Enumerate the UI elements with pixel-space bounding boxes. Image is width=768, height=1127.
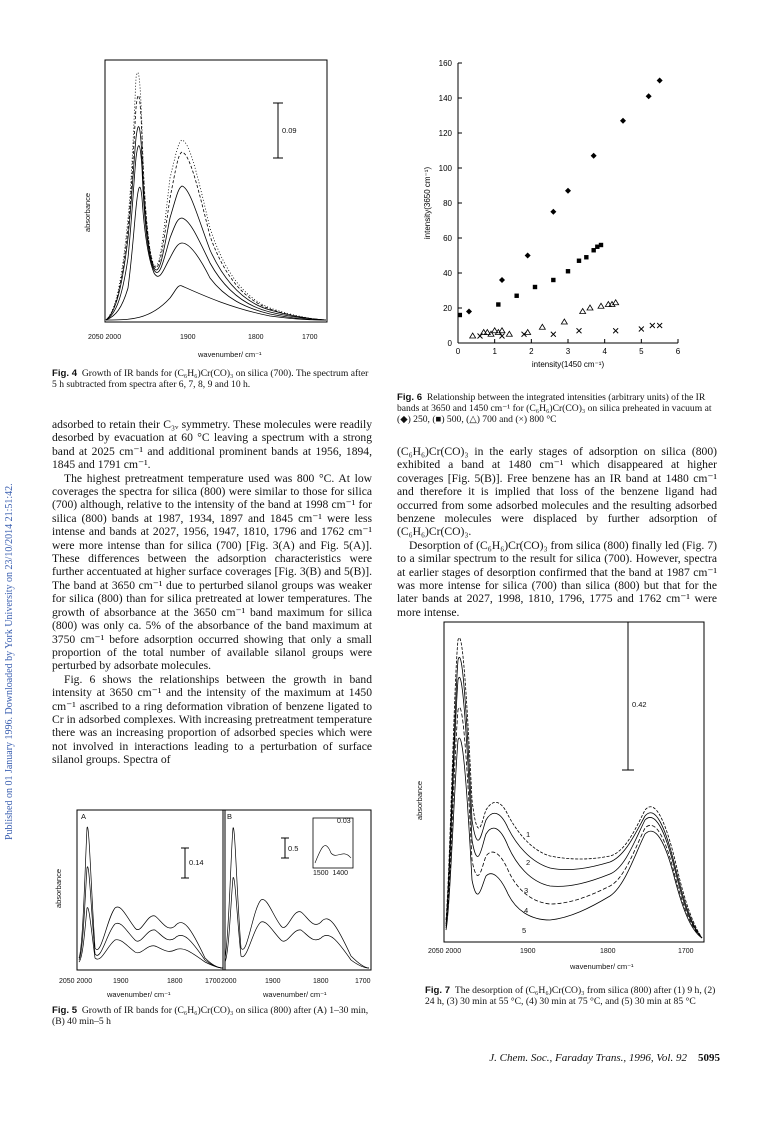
fig5-xtick-a-1: 2050 2000 (59, 978, 93, 985)
fig5-xtick-a-2: 1900 (113, 978, 129, 985)
fig7-curve-label-4: 4 (524, 906, 529, 915)
fig4-ylabel: absorbance (83, 192, 93, 233)
para-left-1: adsorbed to retain their C₃ᵥ symmetry. These molecules were readily desorbed by evacuation at 60 °C leaving a spectrum with a strong band at 2025 cm⁻¹ and additional prominent bands at 1956, 1894, 1845 and 1791 cm⁻¹. (52, 418, 372, 472)
footer-page: 5095 (698, 1052, 720, 1064)
fig7-curve-label-1: 1 (526, 830, 531, 839)
fig6-point-triangle (470, 333, 476, 338)
fig6-point-x (551, 332, 556, 337)
fig5-scale-b: 0.5 (288, 844, 299, 853)
para-left-2: The highest pretreatment temperature used was 800 °C. At low coverages the spectra for silica (800) were similar to those for silica (700) although, relative to the intensity of the band at 1998 cm⁻¹ for silica (800) bands at 1987, 1934, 1897 and 1845 cm⁻¹ were less intense and bands at 2027, 1956, 1947, 1810, 1796 and 1762 cm⁻¹ were more intense than for silica (700) [Fig. 3(A) and Fig. 5(A)]. These differences between the adsorption characteristics were further accentuated at higher surface coverages [Fig. 3(B) and 5(B)]. The band at 3650 cm⁻¹ due to perturbed silanol groups was weaker for silica (800) than for silica pretreated at lower temperatures. The growth of absorbance at the 3650 cm⁻¹ band maximum for silica (800) was only ca. 5% of the absorbance of the band maximum at 3750 cm⁻¹ before adsorption occurred showing that only a small proportion of the total number of available silanol groups were perturbed by adsorbate molecules. (52, 471, 372, 673)
fig6-point-triangle (598, 303, 604, 308)
fig5-xtick-b-2: 1900 (265, 978, 281, 985)
fig6-point-triangle (499, 328, 505, 333)
fig4-scalebar-label: 0.09 (282, 126, 297, 135)
fig6-chart (410, 55, 710, 385)
fig6-point-x (650, 323, 655, 328)
fig4-xtick-4: 1700 (302, 334, 318, 341)
fig7-curve-label-3: 3 (524, 886, 529, 895)
fig6-ytick-label: 20 (443, 304, 452, 313)
fig6-point-x (478, 334, 483, 339)
fig6-point-square (551, 278, 555, 282)
fig6-ytick-label: 60 (443, 234, 452, 243)
fig5 (55, 808, 385, 1008)
fig6-point-diamond (620, 118, 626, 124)
fig6-point-triangle (580, 309, 586, 314)
fig6-point-square (566, 269, 570, 273)
fig6-ytick-label: 140 (438, 94, 452, 103)
fig4-caption: Fig. 4 Growth of IR bands for (C₆H₆)Cr(CO)₃ on silica (700). The spectrum after 5 h subtracted from spectra after 6, 7, 8, 9 and 10 h. (52, 368, 369, 390)
fig6-point-diamond (591, 153, 597, 159)
body-left (52, 418, 372, 767)
fig6-xtick-label: 2 (529, 347, 534, 356)
fig6-point-triangle (525, 330, 531, 335)
fig6-ytick-label: 100 (438, 164, 452, 173)
fig6-point-triangle (561, 319, 567, 324)
fig5-xtick-b-3: 1800 (313, 978, 329, 985)
fig7-xlabel: wavenumber/ cm⁻¹ (570, 962, 634, 971)
fig5-xtick-b-4: 1700 (355, 978, 371, 985)
fig5-panel-a: A (81, 812, 87, 821)
fig5-xtick-a-3: 1800 (167, 978, 183, 985)
fig6-point-diamond (550, 209, 556, 215)
fig7-caption: Fig. 7 The desorption of (C₆H₆)Cr(CO)₃ from silica (800) after (1) 9 h, (2) 24 h, (3) 30 min at 55 °C, (4) 30 min at 75 °C, and (5) 30 min at 85 °C (425, 985, 716, 1007)
fig5-caption: Fig. 5 Growth of IR bands for (C₆H₆)Cr(CO)₃ on silica (800) after (A) 1–30 min, (B) 40 min–5 h (52, 1005, 369, 1027)
fig6-point-square (514, 294, 518, 298)
fig4 (70, 58, 360, 388)
fig6-point-diamond (646, 93, 652, 99)
fig6-point-triangle (539, 324, 545, 329)
fig6-ytick-label: 0 (447, 339, 452, 348)
fig5-xlabel-b: wavenumber/ cm⁻¹ (263, 990, 327, 999)
fig6-point-x (657, 323, 662, 328)
fig6-caption: Fig. 6 Relationship between the integrated intensities (arbitrary units) of the IR bands at 3650 and 1450 cm⁻¹ for (C₆H₆)Cr(CO)₃ on silica preheated in vacuum at (◆) 250, (■) 500, (△) 700 and (×) 800 °C (397, 392, 712, 425)
fig5-panel-b: B (227, 812, 233, 821)
fig6-point-square (496, 302, 500, 306)
fig6-point-triangle (613, 300, 619, 305)
fig7-plot (420, 620, 720, 960)
fig5-plots (55, 808, 385, 978)
fig6-point-square (584, 255, 588, 259)
fig7-xtick-3: 1800 (600, 948, 616, 955)
fig6-xtick-label: 5 (639, 347, 644, 356)
fig7 (415, 620, 720, 980)
fig4-plot (70, 58, 360, 358)
fig5-inset-ticks: 1500 1400 (313, 870, 349, 877)
body-right (397, 445, 717, 619)
fig6-point-x (577, 328, 582, 333)
fig5-xtick-b-1: 2000 (221, 978, 237, 985)
fig7-xtick-2: 1900 (520, 948, 536, 955)
fig6-point-triangle (506, 331, 512, 336)
fig6-point-diamond (657, 78, 663, 84)
fig5-inset-scale: 0.03 (337, 818, 351, 825)
fig6-ytick-label: 120 (438, 129, 452, 138)
fig6-point-x (639, 327, 644, 332)
fig6-point-diamond (499, 277, 505, 283)
fig7-scalebar-label: 0.42 (632, 700, 647, 709)
fig6-point-triangle (587, 305, 593, 310)
fig6-xtick-label: 6 (675, 347, 681, 356)
fig6-point-square (533, 285, 537, 289)
fig6-xtick-label: 4 (602, 347, 607, 356)
fig6-xtick-label: 0 (455, 347, 461, 356)
fig7-curve-label-2: 2 (526, 858, 531, 867)
download-note: Published on 01 January 1996. Downloaded by York University on 23/10/2014 21:51:42. (4, 483, 15, 840)
fig6 (410, 55, 710, 385)
footer-journal: J. Chem. Soc., Faraday Trans., 1996, Vol. 92 (489, 1052, 687, 1064)
fig4-xtick-3: 1800 (248, 334, 264, 341)
fig5-ylabel: absorbance (54, 868, 64, 909)
fig6-point-diamond (525, 253, 531, 259)
para-right-2: Desorption of (C₆H₆)Cr(CO)₃ from silica (800) finally led (Fig. 7) to a similar spectrum to the result for silica (700). However, spectra at earlier stages of desorption confirmed that the band at 1987 cm⁻¹ was more intense for silica (700) than silica (800) but that for the later bands at 2027, 1998, 1810, 1796, 1775 and 1762 cm⁻¹ were more intense. (397, 538, 717, 619)
fig6-xtick-label: 1 (492, 347, 497, 356)
fig6-ytick-label: 80 (443, 199, 452, 208)
fig6-xtick-label: 3 (565, 347, 571, 356)
fig5-xtick-a-4: 1700 (205, 978, 221, 985)
para-right-1: (C₆H₆)Cr(CO)₃ in the early stages of adsorption on silica (800) exhibited a band at 1480 cm⁻¹ which disappeared at higher coverages [Fig. 5(B)]. Free benzene has an IR band at 1480 cm⁻¹ and therefore it is implied that loss of the benzene ligand had occurred from some adsorbed molecules and the resulting adsorbed benzene molecules were displaced by further adsorption of (C₆H₆)Cr(CO)₃. (397, 445, 717, 539)
fig6-ytick-label: 40 (443, 269, 452, 278)
fig6-point-square (458, 313, 462, 317)
fig6-point-diamond (466, 309, 472, 315)
para-left-3: Fig. 6 shows the relationships between the growth in band intensity at 3650 cm⁻¹ and the intensity of the maximum at 1450 cm⁻¹ ascribed to a ring deformation vibration of benzene ligated to Cr in adsorbed complexes. With increasing pretreatment temperature there was an increasing proportion of adsorbed species which were not involved in interactions leading to a perturbation of surface silanol groups. Spectra of (52, 672, 372, 767)
fig7-curve-label-5: 5 (522, 926, 527, 935)
fig7-xtick-4: 1700 (678, 948, 694, 955)
footer (440, 1052, 720, 1064)
fig5-scale-a: 0.14 (189, 858, 204, 867)
fig6-point-square (577, 259, 581, 263)
fig7-xtick-1: 2050 2000 (428, 948, 462, 955)
fig4-xlabel: wavenumber/ cm⁻¹ (198, 350, 262, 359)
fig6-xlabel: intensity(1450 cm⁻¹) (531, 360, 605, 369)
fig4-xtick-1: 2050 2000 (88, 334, 122, 341)
fig6-ytick-label: 160 (438, 59, 452, 68)
fig4-xtick-2: 1900 (180, 334, 196, 341)
fig6-point-diamond (565, 188, 571, 194)
fig6-point-x (613, 328, 618, 333)
fig7-ylabel: absorbance (415, 780, 425, 821)
fig6-ylabel: intensity(3650 cm⁻¹) (423, 166, 432, 240)
fig6-point-square (599, 243, 603, 247)
fig6-point-x (500, 334, 505, 339)
fig5-xlabel-a: wavenumber/ cm⁻¹ (107, 990, 171, 999)
